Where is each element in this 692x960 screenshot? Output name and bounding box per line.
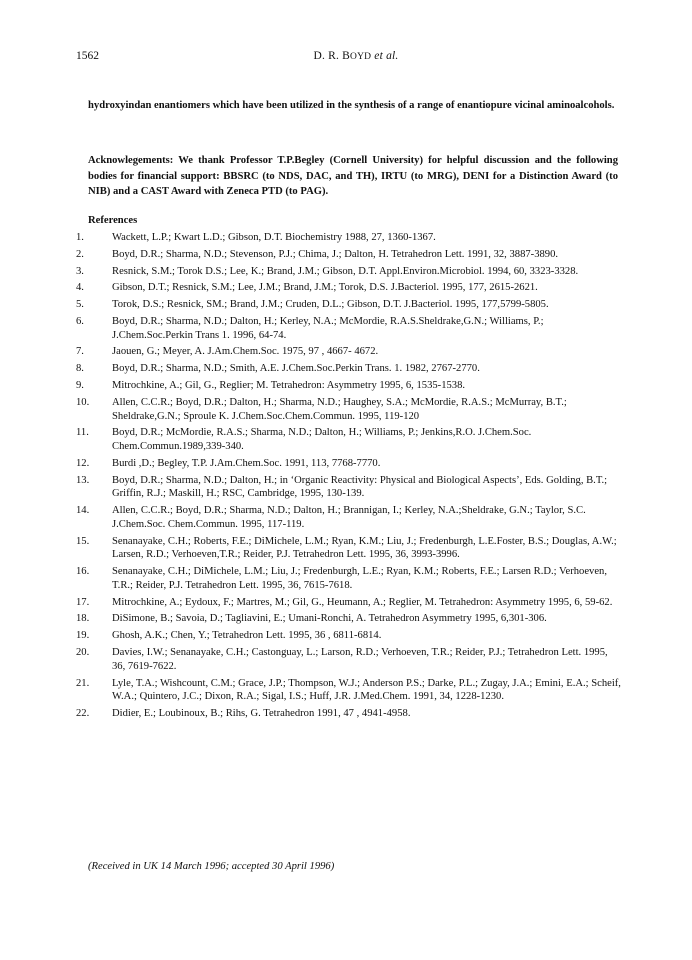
reference-list: [76, 231, 622, 724]
acknowledgements-heading: Acknowlegements: [88, 155, 170, 166]
reference-text: Allen, C.C.R.; Boyd, D.R.; Sharma, N.D.; Dalton, H.; Brannigan, I.; Kerley, N.A.;Sheldrake, G.N.; Taylor, S.C. J.Chem.Soc. Chem.Commun. 1995, 117-119.: [112, 505, 586, 530]
reference-item: [76, 612, 622, 626]
reference-text: Davies, I.W.; Senanayake, C.H.; Castonguay, L.; Larson, R.D.; Verhoeven, T.R.; Reider, P.J.; Tetrahedron Lett. 1995, 36, 7619-7622.: [112, 647, 608, 672]
reference-item: [76, 707, 622, 721]
reference-number: 22.: [76, 708, 90, 720]
reference-number: 8.: [76, 363, 84, 375]
reference-item: [76, 565, 622, 592]
reference-item: [76, 457, 622, 471]
reference-text: Boyd, D.R.; McMordie, R.A.S.; Sharma, N.D.; Dalton, H.; Williams, P.; Jenkins,R.O. J.Chem.Soc. Chem.Commun.1989,339-340.: [112, 427, 532, 453]
reference-item: [76, 596, 622, 610]
reference-number: 3.: [76, 265, 84, 277]
reference-text: Senanayake, C.H.; Roberts, F.E.; DiMichele, L.M.; Ryan, K.M.; Liu, J.; Fredenburgh, L.E.Foster, B.S.; Douglas, A.W.; Larsen, R.D.; Verhoeven,T.R.; Reider, P.J. Tetrahedron Lett. 1995, 36, 3993-3996.: [112, 535, 617, 561]
running-head: [76, 50, 636, 62]
reference-text: Allen, C.C.R.; Boyd, D.R.; Dalton, H.; Sharma, N.D.; Haughey, S.A.; McMordie, R.A.S.; McMurray, B.T.; Sheldrake,G.N.; Sproule K. J.Chem.Soc.Chem.Commun. 1995, 119-120: [112, 396, 567, 422]
reference-number: 10.: [76, 396, 90, 408]
running-head-author: D. R. B: [313, 50, 351, 62]
reference-item: [76, 379, 622, 393]
reference-number: 21.: [76, 677, 90, 689]
reference-number: 11.: [76, 427, 89, 439]
reference-item: [76, 504, 622, 531]
reference-number: 1.: [76, 232, 84, 243]
reference-text: Wackett, L.P.; Kwart L.D.; Gibson, D.T. Biochemistry 1988, 27, 1360-1367.: [112, 232, 436, 243]
reference-text: DiSimone, B.; Savoia, D.; Tagliavini, E.; Umani-Ronchi, A. Tetrahedron Asymmetry 1995, 6,301-306.: [112, 613, 547, 625]
reference-text: Jaouen, G.; Meyer, A. J.Am.Chem.Soc. 1975, 97 , 4667- 4672.: [112, 346, 379, 358]
reference-text: Mitrochkine, A.; Gil, G., Reglier; M. Tetrahedron: Asymmetry 1995, 6, 1535-1538.: [112, 380, 466, 392]
reference-item: [76, 345, 622, 359]
reference-item: [76, 281, 622, 295]
reference-number: 17.: [76, 596, 90, 608]
page-header: [76, 50, 636, 66]
reference-number: 15.: [76, 535, 90, 547]
reference-item: [76, 535, 622, 562]
reference-item: [76, 677, 622, 704]
reference-number: 9.: [76, 380, 84, 392]
running-head-etal: et al.: [371, 50, 399, 62]
reference-item: [76, 629, 622, 643]
reference-number: 6.: [76, 315, 84, 327]
body-paragraph: hydroxyindan enantiomers which have been utilized in the synthesis of a range of enantiopure vicinal aminoalcohols.: [88, 100, 615, 111]
reference-number: 7.: [76, 346, 84, 358]
reference-number: 18.: [76, 613, 90, 625]
reference-item: [76, 396, 622, 423]
reference-item: [76, 231, 622, 245]
reference-text: Mitrochkine, A.; Eydoux, F.; Martres, M.; Gil, G., Heumann, A.; Reglier, M. Tetrahedron: Asymmetry 1995, 6, 59-62.: [112, 596, 613, 608]
reference-item: [76, 298, 622, 312]
reference-text: Gibson, D.T.; Resnick, S.M.; Lee, J.M.; Brand, J.M.; Torok, D.S. J.Bacteriol. 1995, 177, 2615-2621.: [112, 282, 538, 294]
reference-number: 12.: [76, 457, 90, 469]
reference-text: Didier, E.; Loubinoux, B.; Rihs, G. Tetrahedron 1991, 47 , 4941-4958.: [112, 708, 411, 720]
reference-number: 4.: [76, 282, 84, 294]
reference-text: Boyd, D.R.; Sharma, N.D.; Dalton, H.; Kerley, N.A.; McMordie, R.A.S.Sheldrake,G.N.; Williams, P.; J.Chem.Soc.Perkin Trans 1. 1996, 64-74.: [112, 315, 544, 341]
reference-number: 14.: [76, 505, 90, 517]
acknowledgements-text: : We thank Professor T.P.Begley (Cornell University) for helpful discussion and the following bodies for financial support: BBSRC (to NDS, DAC, and TH), IRTU (to MRG), DENI for a Distinction Award (to NIB) and a CAST Award with Zeneca PTD (to PAG).: [88, 155, 618, 197]
received-accepted-dates: (Received in UK 14 March 1996; accepted 30 April 1996): [88, 861, 335, 872]
references-heading: References: [88, 215, 138, 226]
reference-number: 2.: [76, 248, 84, 260]
reference-text: Torok, D.S.; Resnick, SM.; Brand, J.M.; Cruden, D.L.; Gibson, D.T. J.Bacteriol. 1995, 177,5799-5805.: [112, 299, 549, 311]
reference-item: [76, 474, 622, 501]
reference-number: 19.: [76, 630, 90, 642]
reference-text: Boyd, D.R.; Sharma, N.D.; Smith, A.E. J.Chem.Soc.Perkin Trans. 1. 1982, 2767-2770.: [112, 363, 480, 375]
reference-number: 13.: [76, 474, 90, 486]
reference-number: 16.: [76, 566, 90, 578]
reference-item: [76, 315, 622, 342]
acknowledgements-paragraph: [88, 153, 618, 200]
reference-item: [76, 362, 622, 376]
running-head-author-smallcaps: OYD: [350, 52, 372, 62]
reference-text: Boyd, D.R.; Sharma, N.D.; Stevenson, P.J.; Chima, J.; Dalton, H. Tetrahedron Lett. 1991, 32, 3887-3890.: [112, 248, 559, 260]
reference-number: 20.: [76, 647, 90, 659]
reference-item: [76, 265, 622, 279]
reference-item: [76, 426, 622, 453]
reference-text: Burdi ,D.; Begley, T.P. J.Am.Chem.Soc. 1991, 113, 7768-7770.: [112, 457, 381, 469]
reference-text: Senanayake, C.H.; DiMichele, L.M.; Liu, J.; Fredenburgh, L.E.; Ryan, K.M.; Roberts, F.E.; Larsen R.D.; Verhoeven, T.R.; Reider, P.J. Tetrahedron Lett. 1995, 36, 7615-7618.: [112, 566, 607, 591]
reference-item: [76, 248, 622, 262]
reference-text: Resnick, S.M.; Torok D.S.; Lee, K.; Brand, J.M.; Gibson, D.T. Appl.Environ.Microbiol. 1994, 60, 3323-3328.: [112, 265, 579, 277]
reference-number: 5.: [76, 299, 84, 311]
reference-text: Lyle, T.A.; Wishcount, C.M.; Grace, J.P.; Thompson, W.J.; Anderson P.S.; Darke, P.L.; Zugay, J.A.; Emini, E.A.; Scheif, W.A.; Quintero, J.C.; Dixon, R.A.; Sigal, I.S.; Huff, J.R. J.Med.Chem. 1991, 34, 1228-1230.: [112, 677, 621, 703]
page-number: 1562: [76, 50, 99, 62]
reference-text: Boyd, D.R.; Sharma, N.D.; Dalton, H.; in ‘Organic Reactivity: Physical and Biological Aspects’, Eds. Golding, B.T.; Griffin, R.J.; Maskill, H.; RSC, Cambridge, 1995, 130-139.: [112, 474, 608, 500]
reference-text: Ghosh, A.K.; Chen, Y.; Tetrahedron Lett. 1995, 36 , 6811-6814.: [112, 630, 382, 642]
reference-item: [76, 646, 622, 673]
